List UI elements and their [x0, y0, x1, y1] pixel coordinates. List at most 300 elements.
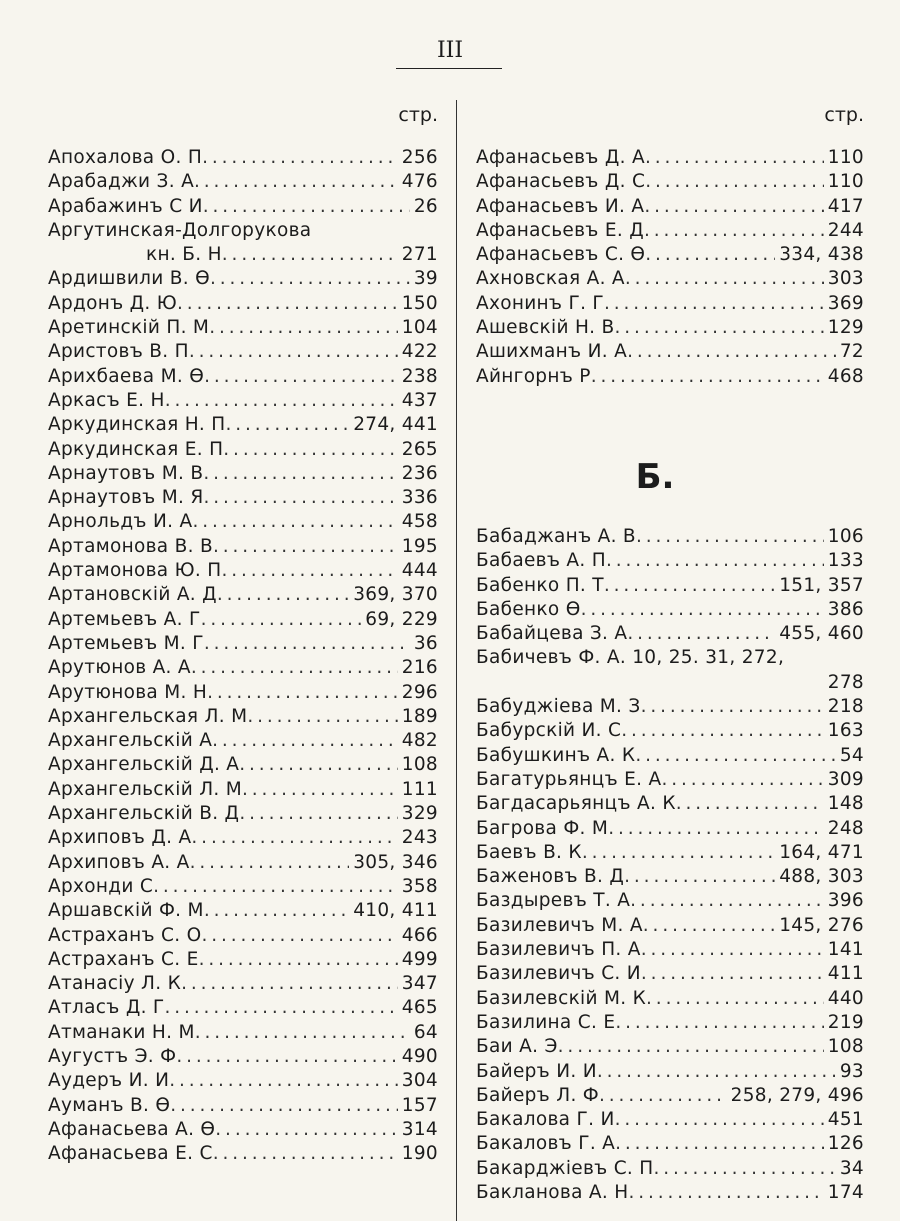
leader-dots	[176, 1045, 397, 1069]
leader-dots	[202, 146, 398, 170]
entry-pages: 304	[401, 1070, 438, 1092]
index-entry	[48, 170, 438, 194]
index-entry	[476, 195, 864, 219]
entry-name: Бакланова А. Н	[476, 1181, 629, 1203]
entry-name: Аргутинская-Долгорукова	[48, 219, 312, 241]
index-entry	[476, 719, 864, 743]
entry-name: Арутюнов А. А	[48, 657, 191, 679]
index-entry	[476, 243, 864, 267]
entry-pages: 244	[827, 219, 864, 241]
entry-pages: 499	[401, 948, 438, 970]
entry-name: Ауманъ В. Ѳ	[48, 1094, 171, 1116]
entry-name: Атласъ Д. Г	[48, 997, 165, 1019]
leader-dots	[645, 146, 824, 170]
leader-dots	[582, 841, 775, 865]
leader-dots	[190, 851, 350, 875]
entry-pages: 243	[401, 827, 438, 849]
entry-name: Айнгорнъ Р	[476, 365, 591, 387]
entry-pages: 110	[827, 171, 864, 193]
leader-dots	[625, 267, 824, 291]
entry-pages: 314	[401, 1118, 438, 1140]
index-entry	[48, 219, 438, 243]
leader-dots	[581, 598, 824, 622]
index-entry	[476, 292, 864, 316]
entry-pages: 396	[827, 890, 864, 912]
leader-dots	[195, 1021, 410, 1045]
leader-dots	[223, 438, 397, 462]
entry-pages: 437	[401, 389, 438, 411]
leader-dots	[165, 996, 398, 1020]
index-entry	[476, 938, 864, 962]
entry-name: Базилевичъ С. И	[476, 963, 641, 985]
index-entry	[476, 1181, 864, 1205]
entry-name: Ардишвили В. Ѳ	[48, 268, 211, 290]
entry-pages: 189	[401, 705, 438, 727]
index-entry	[48, 948, 438, 972]
leader-dots	[191, 826, 397, 850]
index-entry	[48, 705, 438, 729]
entry-name: Архангельскій Д. А	[48, 754, 240, 776]
entry-pages: 336	[401, 487, 438, 509]
entry-pages: 141	[827, 939, 864, 961]
entry-name: кн. Б. Н	[146, 244, 222, 266]
index-entry	[48, 438, 438, 462]
entry-pages: 309	[827, 768, 864, 790]
entry-name: Атанасіу Л. К	[48, 973, 182, 995]
column-divider	[456, 100, 457, 1221]
index-entry	[48, 292, 438, 316]
leader-dots	[604, 574, 775, 598]
leader-dots	[217, 583, 349, 607]
entry-name: Арутюнова М. Н	[48, 681, 208, 703]
index-entry	[476, 219, 864, 243]
entry-name: Архангельскій Л. М	[48, 778, 243, 800]
leader-dots	[210, 267, 410, 291]
entry-name: Аркасъ Е. Н	[48, 389, 165, 411]
entry-pages: 488, 303	[779, 866, 864, 888]
entry-name: Афанасьевъ С. Ѳ	[476, 244, 646, 266]
entry-name: Бабурскій И. С	[476, 720, 622, 742]
index-entry	[476, 865, 864, 889]
leader-dots	[615, 1132, 824, 1156]
entry-pages: 334, 438	[779, 244, 864, 266]
entry-pages: 248	[827, 817, 864, 839]
entry-pages: 296	[401, 681, 438, 703]
leader-dots	[646, 987, 824, 1011]
index-entry	[48, 924, 438, 948]
entry-pages: 440	[827, 987, 864, 1009]
index-entry	[476, 841, 864, 865]
entry-pages: 258, 279, 496	[730, 1084, 864, 1106]
entry-pages: 422	[401, 341, 438, 363]
entry-pages: 93	[839, 1060, 864, 1082]
entry-name: Бакаловъ Г. А	[476, 1133, 616, 1155]
leader-dots	[194, 170, 398, 194]
index-entry	[476, 146, 864, 170]
index-entry	[476, 792, 864, 816]
entry-pages: 69, 229	[365, 608, 438, 630]
index-entry	[476, 1084, 864, 1108]
entry-name: Бакалова Г. И	[476, 1109, 615, 1131]
entry-name: Ардонъ Д. Ю	[48, 292, 178, 314]
entry-name: Ашевскій Н. В	[476, 317, 615, 339]
right-column-header: стр.	[824, 104, 864, 126]
entry-name: Афанасьева Е. С	[48, 1143, 213, 1165]
entry-pages: 129	[827, 317, 864, 339]
index-entry	[476, 549, 864, 573]
entry-pages: 278	[827, 671, 864, 693]
entry-pages: 195	[401, 535, 438, 557]
leader-dots	[247, 705, 397, 729]
leader-dots	[604, 292, 824, 316]
leader-dots	[627, 622, 775, 646]
entry-name: Архангельская Л. М	[48, 705, 248, 727]
entry-pages: 219	[827, 1011, 864, 1033]
left-column-header: стр.	[398, 104, 438, 126]
entry-pages: 26	[413, 195, 438, 217]
entry-name: Аршавскій Ф. М	[48, 900, 204, 922]
index-entry	[48, 851, 438, 875]
section-letter: Б.	[635, 456, 675, 497]
entry-pages: 265	[401, 438, 438, 460]
entry-name: Баи А. Э	[476, 1036, 558, 1058]
leader-dots	[212, 729, 398, 753]
entry-pages: 274, 441	[353, 414, 438, 436]
leader-dots	[215, 1118, 397, 1142]
leader-dots	[201, 924, 397, 948]
entry-pages: 465	[401, 997, 438, 1019]
entry-name: Афанасьевъ И. А	[476, 195, 645, 217]
entry-name: Бабушкинъ А. К	[476, 744, 636, 766]
entry-pages: 369, 370	[353, 584, 438, 606]
leader-dots	[608, 817, 824, 841]
entry-name: Бабайцева З. А	[476, 623, 628, 645]
leader-dots	[621, 719, 824, 743]
entry-pages: 104	[401, 317, 438, 339]
entry-pages: 468	[827, 365, 864, 387]
leader-dots	[226, 413, 350, 437]
index-entry	[48, 729, 438, 753]
index-entry	[48, 802, 438, 826]
leader-dots	[641, 938, 824, 962]
entry-name: Артановскій А. Д	[48, 584, 217, 606]
entry-name: Афанасьевъ Е. Д	[476, 219, 644, 241]
leader-dots	[591, 365, 824, 389]
entry-name: Арабаджи З. А	[48, 171, 195, 193]
index-entry	[48, 875, 438, 899]
leader-dots	[645, 170, 824, 194]
leader-dots	[204, 899, 349, 923]
entry-pages: 303	[827, 268, 864, 290]
index-entry	[476, 817, 864, 841]
entry-pages: 145, 276	[779, 914, 864, 936]
leader-dots	[213, 535, 398, 559]
header-rule	[396, 68, 502, 69]
index-entry	[48, 753, 438, 777]
index-entry	[476, 1132, 864, 1156]
entry-name: Артемьевъ А. Г	[48, 608, 201, 630]
entry-name: Бакарджіевъ С. П	[476, 1157, 654, 1179]
index-entry	[476, 889, 864, 913]
index-entry	[476, 365, 864, 389]
entry-pages: 151, 357	[779, 574, 864, 596]
entry-name: Артамонова В. В	[48, 535, 213, 557]
entry-name: Афанасьевъ Д. А	[476, 147, 645, 168]
entry-name: Ахонинъ Г. Г	[476, 292, 605, 314]
entry-name: Архонди С	[48, 875, 154, 897]
entry-pages: 451	[827, 1109, 864, 1131]
index-entry	[48, 608, 438, 632]
leader-dots	[242, 778, 398, 802]
entry-name: Афанасьева А. Ѳ	[48, 1118, 216, 1140]
entry-pages: 482	[401, 730, 438, 752]
entry-name: Астраханъ С. О	[48, 924, 202, 946]
entry-name: Аркудинская Е. П	[48, 438, 224, 460]
index-entry	[476, 1011, 864, 1035]
entry-name: Баженовъ В. Д	[476, 866, 625, 888]
entry-pages: 110	[827, 147, 864, 168]
leader-dots	[204, 365, 398, 389]
leader-dots	[654, 1157, 836, 1181]
entry-name: Ашихманъ И. А	[476, 341, 628, 363]
entry-name: Багрова Ф. М	[476, 817, 609, 839]
entry-name: Аристовъ В. П	[48, 341, 189, 363]
entry-pages: 148	[827, 793, 864, 815]
leader-dots	[615, 1108, 824, 1132]
leader-dots	[221, 559, 397, 583]
index-entry	[48, 1142, 438, 1166]
index-entry	[48, 510, 438, 534]
entry-name: Базилина С. Е	[476, 1011, 616, 1033]
entry-pages: 216	[401, 657, 438, 679]
leader-dots	[209, 316, 398, 340]
index-entry	[48, 996, 438, 1020]
leader-dots	[169, 1069, 398, 1093]
index-entry	[48, 656, 438, 680]
index-entry	[476, 695, 864, 719]
page-number: III	[436, 38, 464, 63]
leader-dots	[644, 219, 824, 243]
entry-pages: 108	[401, 754, 438, 776]
entry-name: Архангельскій В. Д	[48, 803, 240, 825]
leader-dots	[597, 1060, 836, 1084]
entry-pages: 190	[401, 1143, 438, 1165]
entry-name: Байеръ И. И	[476, 1060, 597, 1082]
leader-dots	[636, 525, 824, 549]
entry-pages: 256	[401, 147, 438, 168]
leader-dots	[615, 316, 824, 340]
leader-dots	[635, 744, 836, 768]
leader-dots	[191, 656, 398, 680]
entry-name: Баздыревъ Т. А	[476, 890, 631, 912]
leader-dots	[204, 486, 398, 510]
index-entry	[476, 1157, 864, 1181]
index-entry	[48, 195, 438, 219]
index-entry	[48, 778, 438, 802]
index-entry	[48, 365, 438, 389]
leader-dots	[630, 889, 824, 913]
leader-dots	[643, 914, 775, 938]
leader-dots	[644, 195, 823, 219]
index-entry	[48, 535, 438, 559]
index-entry	[48, 316, 438, 340]
index-entry	[476, 170, 864, 194]
entry-name: Арабажинъ С И	[48, 195, 203, 217]
entry-pages: 36	[413, 632, 438, 654]
leader-dots	[676, 792, 824, 816]
entry-pages: 458	[401, 511, 438, 533]
index-entry	[48, 389, 438, 413]
leader-dots	[661, 768, 823, 792]
entry-name: Байеръ Л. Ф	[476, 1084, 600, 1106]
leader-dots	[189, 340, 398, 364]
entry-name: Атманаки Н. М	[48, 1021, 195, 1043]
entry-name: Артемьевъ М. Г	[48, 632, 204, 654]
entry-name: Астраханъ С. Е	[48, 948, 199, 970]
entry-name: Бабуджіева М. З	[476, 696, 641, 718]
right-entry-list-a	[476, 146, 864, 389]
entry-pages: 411	[827, 963, 864, 985]
leader-dots	[199, 948, 398, 972]
leader-dots	[204, 632, 410, 656]
entry-name: Бабаджанъ А. В	[476, 525, 636, 547]
entry-pages: 476	[401, 171, 438, 193]
leader-dots	[201, 608, 362, 632]
entry-pages: 108	[827, 1036, 864, 1058]
index-entry	[48, 1069, 438, 1093]
entry-pages: 369	[827, 292, 864, 314]
entry-pages: 386	[827, 598, 864, 620]
entry-pages: 455, 460	[779, 623, 864, 645]
entry-name: Аугустъ Э. Ф	[48, 1045, 177, 1067]
left-column	[48, 100, 438, 1166]
index-entry	[476, 962, 864, 986]
leader-dots	[615, 1011, 823, 1035]
entry-pages: 164, 471	[779, 841, 864, 863]
leader-dots	[213, 1142, 398, 1166]
leader-dots	[627, 340, 836, 364]
entry-pages: 174	[827, 1181, 864, 1203]
entry-pages: 410, 411	[353, 900, 438, 922]
leader-dots	[641, 962, 824, 986]
entry-pages: 218	[827, 696, 864, 718]
index-entry	[476, 744, 864, 768]
leader-dots	[207, 681, 398, 705]
entry-pages: 236	[401, 462, 438, 484]
leader-dots	[645, 243, 775, 267]
entry-pages: 133	[827, 550, 864, 572]
entry-pages: 157	[401, 1094, 438, 1116]
leader-dots	[177, 292, 398, 316]
entry-name: Аретинскій П. М	[48, 317, 210, 339]
index-entry	[48, 1118, 438, 1142]
index-entry	[48, 1045, 438, 1069]
index-entry	[48, 899, 438, 923]
index-entry	[48, 462, 438, 486]
index-entry	[476, 646, 864, 670]
leader-dots	[181, 972, 398, 996]
index-entry	[476, 267, 864, 291]
leader-dots	[203, 195, 410, 219]
entry-name: Бабенко П. Т	[476, 574, 604, 596]
index-entry	[476, 987, 864, 1011]
entry-pages: 358	[401, 875, 438, 897]
leader-dots	[239, 753, 398, 777]
entry-name: Афанасьевъ Д. С	[476, 171, 646, 193]
index-entry	[476, 1108, 864, 1132]
entry-name: Базилевскій М. К	[476, 987, 647, 1009]
entry-pages: 238	[401, 365, 438, 387]
index-entry	[476, 1035, 864, 1059]
index-entry	[476, 671, 864, 695]
entry-pages: 329	[401, 803, 438, 825]
index-entry	[48, 972, 438, 996]
entry-name: Бабаевъ А. П	[476, 550, 606, 572]
index-entry	[48, 267, 438, 291]
entry-name: Бабенко Ѳ	[476, 598, 581, 620]
leader-dots	[203, 462, 397, 486]
entry-name: Бабичевъ Ф. А. 10, 25. 31, 272,	[476, 647, 785, 669]
left-entry-list	[48, 146, 438, 1166]
leader-dots	[628, 1181, 823, 1205]
index-entry	[48, 559, 438, 583]
index-entry	[476, 914, 864, 938]
entry-name: Арнаутовъ М. Я	[48, 487, 204, 509]
index-entry	[476, 768, 864, 792]
leader-dots	[239, 802, 397, 826]
index-entry	[476, 622, 864, 646]
right-entry-list-b	[476, 525, 864, 1205]
leader-dots	[599, 1084, 727, 1108]
entry-name: Артамонова Ю. П	[48, 560, 222, 582]
leader-dots	[624, 865, 775, 889]
entry-pages: 466	[401, 924, 438, 946]
entry-pages: 444	[401, 560, 438, 582]
entry-name: Арихбаева М. Ѳ	[48, 365, 205, 387]
entry-pages: 305, 346	[353, 851, 438, 873]
leader-dots	[606, 549, 824, 573]
index-entry	[48, 681, 438, 705]
entry-pages: 271	[401, 244, 438, 266]
index-entry	[476, 574, 864, 598]
index-entry	[476, 525, 864, 549]
leader-dots	[165, 389, 398, 413]
right-column	[476, 100, 864, 1205]
entry-name: Баевъ В. К	[476, 841, 582, 863]
entry-name: Базилевичъ П. А	[476, 939, 641, 961]
entry-pages: 54	[839, 744, 864, 766]
entry-name: Багатурьянцъ Е. А	[476, 768, 662, 790]
entry-name: Багдасарьянцъ А. К	[476, 793, 676, 815]
entry-name: Апохалова О. П	[48, 147, 203, 168]
index-entry	[48, 413, 438, 437]
entry-pages: 347	[401, 973, 438, 995]
leader-dots	[558, 1035, 824, 1059]
leader-dots	[170, 1094, 398, 1118]
index-entry	[48, 1094, 438, 1118]
index-entry	[48, 826, 438, 850]
leader-dots	[222, 243, 398, 267]
entry-pages: 150	[401, 292, 438, 314]
entry-pages: 126	[827, 1133, 864, 1155]
leader-dots	[153, 875, 398, 899]
entry-name: Аркудинская Н. П	[48, 414, 226, 436]
index-entry	[476, 1060, 864, 1084]
index-entry	[48, 583, 438, 607]
entry-name: Архиповъ Д. А	[48, 827, 192, 849]
index-entry	[476, 340, 864, 364]
entry-name: Базилевичъ М. А	[476, 914, 643, 936]
